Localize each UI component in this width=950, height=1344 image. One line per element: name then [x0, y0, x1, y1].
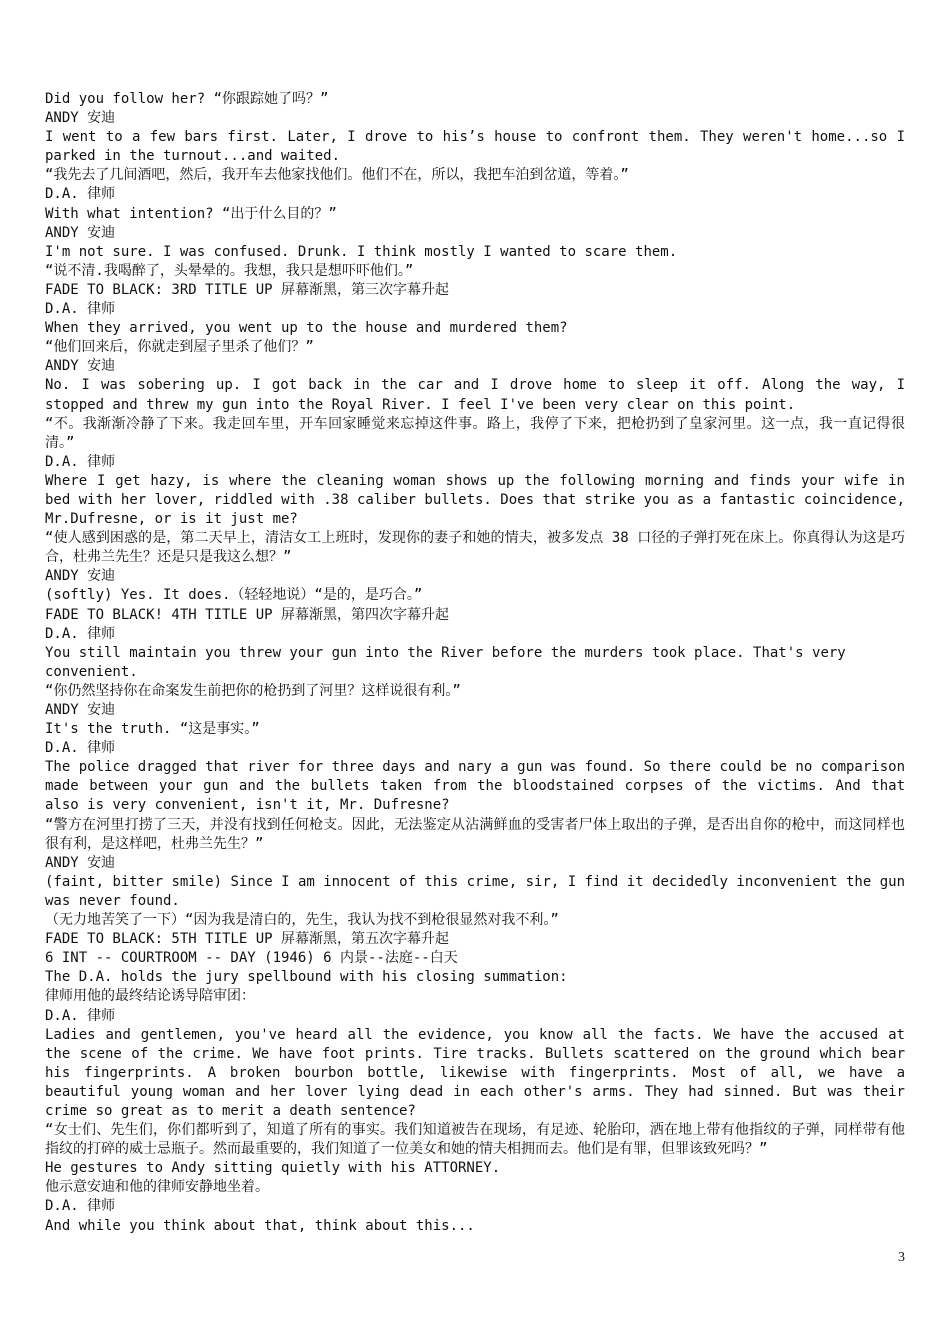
speaker-andy: ANDY 安迪	[45, 358, 116, 375]
speaker-da: D.A. 律师	[45, 186, 116, 203]
speaker-da: D.A. 律师	[45, 301, 116, 318]
dialogue-line: I went to a few bars first. Later, I drove to his’s house to confront them. They weren't home...so I parked in the turnout...and waited.	[45, 129, 905, 165]
translation-line: “警方在河里打捞了三天，并没有找到任何枪支。因此，无法鉴定从沾满鲜血的受害者尸体上取出的子弹，是否出自你的枪中，而这同样也很有利，是这样吧，杜弗兰先生？”	[45, 816, 905, 852]
translation-line: “女士们、先生们，你们都听到了，知道了所有的事实。我们知道被告在现场，有足迹、轮胎印，洒在地上带有他指纹的子弹，同样带有他指纹的打碎的威士忌瓶子。然而最重要的，我们知道了一位美女和她的情夫相拥而去。他们是有罪，但罪该致死吗？”	[45, 1122, 905, 1158]
speaker-da: D.A. 律师	[45, 625, 116, 642]
translation-line: “他们回来后，你就走到屋子里杀了他们？”	[45, 339, 314, 356]
dialogue-line: Where I get hazy, is where the cleaning woman shows up the following morning and finds your wife in bed with her lover, riddled with .38 caliber bullets. Does that strike you as a fantastic coincidence, Mr.Dufresne, or is it just me?	[45, 472, 905, 528]
dialogue-line: (faint, bitter smile) Since I am innocent of this crime, sir, I find it decidedly inconvenient the gun was never found.	[45, 873, 905, 909]
scene-heading: 6 INT -- COURTROOM -- DAY (1946) 6 内景--法庭--白天	[45, 950, 458, 967]
action-line: He gestures to Andy sitting quietly with his ATTORNEY.	[45, 1160, 501, 1177]
dialogue-line: Did you follow her? “你跟踪她了吗？”	[45, 91, 329, 107]
translation-line: “说不清.我喝醉了，头晕晕的。我想，我只是想吓吓他们。”	[45, 262, 414, 279]
dialogue-line: It's the truth. “这是事实。”	[45, 721, 260, 738]
speaker-andy: ANDY 安迪	[45, 854, 116, 871]
translation-line: “我先去了几间酒吧，然后，我开车去他家找他们。他们不在，所以，我把车泊到岔道，等着。”	[45, 167, 629, 184]
scene-direction: FADE TO BLACK! 4TH TITLE UP 屏幕渐黑，第四次字幕升起	[45, 606, 450, 623]
action-line: The D.A. holds the jury spellbound with his closing summation:	[45, 969, 568, 986]
speaker-andy: ANDY 安迪	[45, 224, 116, 241]
speaker-andy: ANDY 安迪	[45, 110, 116, 127]
dialogue-line: Ladies and gentlemen, you've heard all the evidence, you know all the facts. We have the accused at the scene of the crime. We have foot prints. Tire tracks. Bullets scattered on the ground which bear his fingerprints. A broken bourbon bottle, likewise with fingerprints. Most of all, we have a beautiful young woman and her lover lying dead in each other's arms. They had sinned. But was their crime so great as to merit a death sentence?	[45, 1026, 905, 1119]
translation-line: “不。我渐渐冷静了下来。我走回车里，开车回家睡觉来忘掉这件事。路上，我停了下来，把枪扔到了皇家河里。这一点，我一直记得很清。”	[45, 415, 905, 451]
translation-line: 律师用他的最终结论诱导陪审团：	[45, 988, 255, 1005]
script-page	[45, 90, 905, 1236]
scene-direction: FADE TO BLACK: 3RD TITLE UP 屏幕渐黑，第三次字幕升起	[45, 281, 450, 298]
speaker-da: D.A. 律师	[45, 453, 116, 470]
scene-direction: FADE TO BLACK: 5TH TITLE UP 屏幕渐黑，第五次字幕升起	[45, 931, 450, 948]
translation-line: （无力地苦笑了一下）“因为我是清白的，先生，我认为找不到枪很显然对我不利。”	[45, 912, 559, 929]
translation-line: “你仍然坚持你在命案发生前把你的枪扔到了河里？这样说很有利。”	[45, 682, 461, 699]
dialogue-line: With what intention? “出于什么目的？”	[45, 205, 337, 222]
dialogue-line: The police dragged that river for three days and nary a gun was found. So there could be no comparison made between your gun and the bullets taken from the bloodstained corpses of the victims. And that also is very convenient, isn't it, Mr. Dufresne?	[45, 759, 905, 814]
dialogue-line: When they arrived, you went up to the house and murdered them?	[45, 320, 568, 337]
translation-line: “使人感到困惑的是，第二天早上，清洁女工上班时，发现你的妻子和她的情夫，被多发点 38 口径的子弹打死在床上。你真得认为这是巧合，杜弗兰先生？还是只是我这么想？”	[45, 530, 905, 566]
speaker-andy: ANDY 安迪	[45, 568, 116, 585]
speaker-andy: ANDY 安迪	[45, 702, 116, 718]
dialogue-line: I'm not sure. I was confused. Drunk. I think mostly I wanted to scare them.	[45, 243, 678, 260]
dialogue-line: (softly) Yes. It does.（轻轻地说）“是的，是巧合。”	[45, 587, 423, 604]
speaker-da: D.A. 律师	[45, 1198, 116, 1215]
dialogue-line: You still maintain you threw your gun into the River before the murders took place. That's very convenient.	[45, 644, 846, 680]
speaker-da: D.A. 律师	[45, 1007, 116, 1024]
dialogue-line: No. I was sobering up. I got back in the car and I drove home to sleep it off. Along the way, I stopped and threw my gun into the Royal River. I feel I've been very clear on this point.	[45, 377, 905, 413]
dialogue-line: And while you think about that, think about this...	[45, 1217, 475, 1234]
page-number: 3	[898, 1250, 905, 1265]
speaker-da: D.A. 律师	[45, 740, 116, 757]
translation-line: 他示意安迪和他的律师安静地坐着。	[45, 1179, 269, 1196]
